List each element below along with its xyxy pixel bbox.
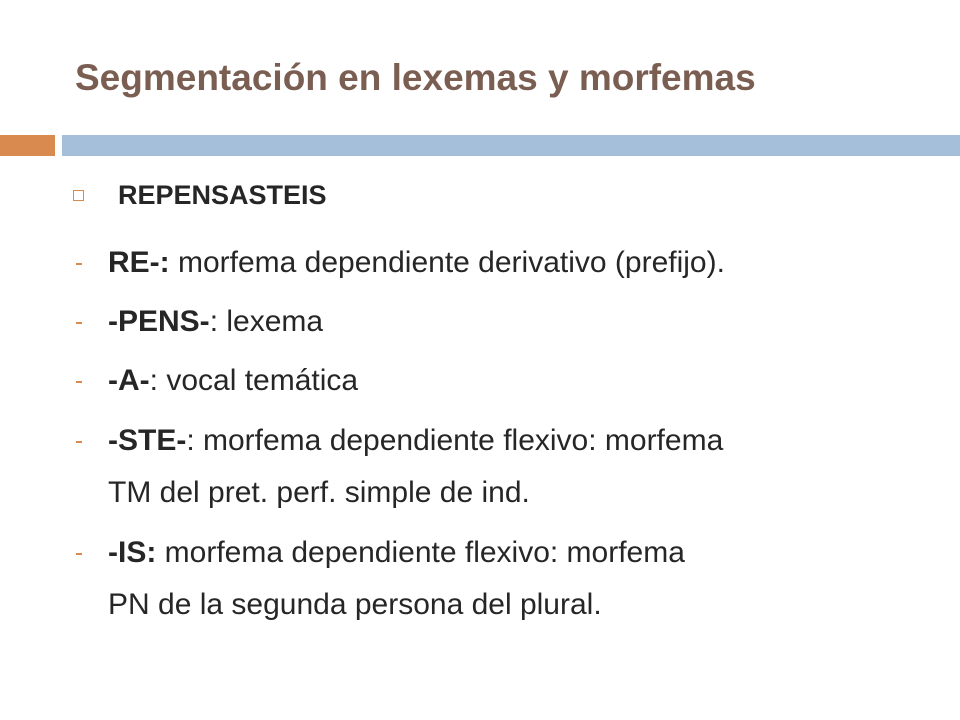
slide-title: Segmentación en lexemas y morfemas [75,57,756,98]
segment-line [108,423,960,459]
segment-item-a [0,363,960,399]
segment-line [108,363,960,399]
dash-bullet-icon [76,322,82,324]
segment-description-continuation: PN de la segunda persona del plural. [108,588,602,621]
segment-morpheme: -PENS- [108,305,210,338]
title-underline-accent-blue [62,135,960,156]
heading-bullet-word: REPENSASTEIS [118,180,327,210]
segment-item-pens [0,304,960,340]
segment-description: morfema dependiente flexivo: morfema [156,536,685,569]
dash-bullet-icon [76,381,82,383]
segment-description-continuation: TM del pret. perf. simple de ind. [108,476,530,509]
segment-description: : vocal temática [149,364,359,397]
segment-description: : morfema dependiente flexivo: morfema [186,424,724,457]
segment-item-is [0,535,960,623]
segment-morpheme: -A- [108,364,150,397]
square-bullet-icon [73,190,84,201]
dash-bullet-icon [76,553,82,555]
segment-line [108,535,960,571]
segment-line [108,245,960,281]
segment-morpheme: RE-: [108,246,170,279]
dash-bullet-icon [76,263,82,265]
segment-item-re [0,245,960,281]
segment-item-ste [0,423,960,511]
segment-morpheme: -IS: [108,536,157,569]
dash-bullet-icon [76,441,82,443]
title-underline-accent-orange [0,135,55,156]
segment-morpheme: -STE- [108,424,187,457]
segment-line [108,304,960,340]
segment-description: morfema dependiente derivativo (prefijo). [169,246,725,279]
segment-description: : lexema [209,305,324,338]
